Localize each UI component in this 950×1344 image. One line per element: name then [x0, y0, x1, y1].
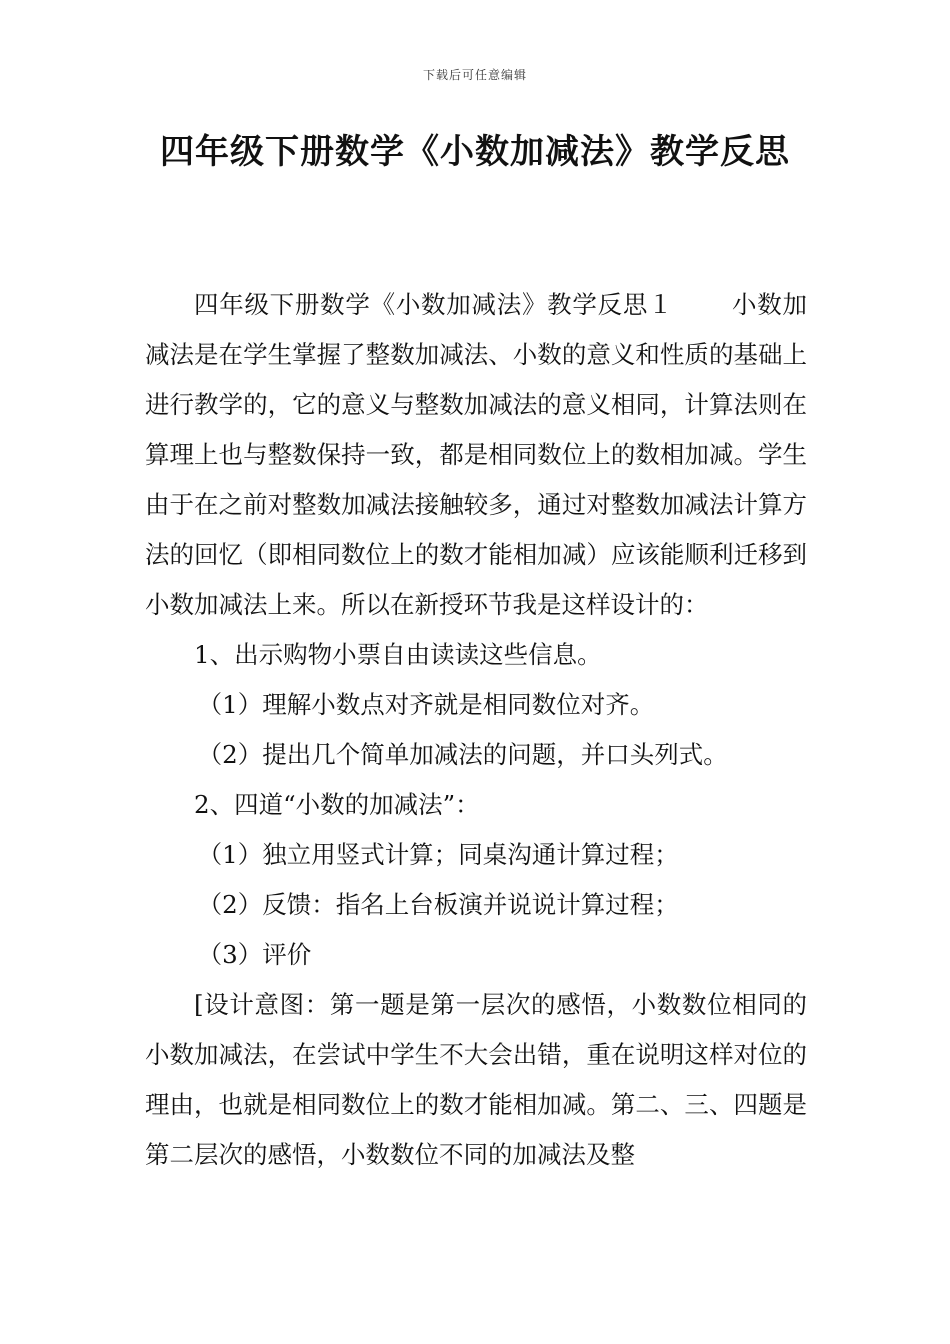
document-title: 四年级下册数学《小数加减法》教学反思 [160, 132, 790, 172]
step-2-item-1: （1）独立用竖式计算；同桌沟通计算过程； [197, 840, 679, 869]
document-body [145, 280, 807, 1180]
step-2-item-3: （3）评价 [197, 940, 312, 969]
section-heading: 四年级下册数学《小数加减法》教学反思１ [194, 290, 674, 319]
design-intent-paragraph: [设计意图：第一题是第一层次的感悟，小数数位相同的小数加减法，在尝试中学生不大会出错，重在说明这样对位的理由，也就是相同数位上的数才能相加减。第二、三、四题是第二层次的感悟，小数数位不同的加减法及整 [145, 990, 807, 1169]
header-note: 下载后可任意编辑 [422, 68, 527, 82]
step-2-item-2: （2）反馈：指名上台板演并说说计算过程； [197, 890, 679, 919]
step-1-item-1: （1）理解小数点对齐就是相同数位对齐。 [197, 690, 655, 719]
step-1-item-2: （2）提出几个简单加减法的问题，并口头列式。 [197, 740, 728, 769]
step-2: 2、四道“小数的加减法”： [194, 790, 480, 819]
intro-paragraph [145, 280, 807, 630]
step-1: 1、出示购物小票自由读读这些信息。 [194, 640, 602, 669]
paragraph-text: 小数加减法是在学生掌握了整数加减法、小数的意义和性质的基础上进行教学的，它的意义与整数加减法的意义相同，计算法则在算理上也与整数保持一致，都是相同数位上的数相加减。学生由于在之前对整数加减法接触较多，通过对整数加减法计算方法的回忆（即相同数位上的数才能相加减）应该能顺利迁移到小数加减法上来。所以在新授环节我是这样设计的： [145, 290, 808, 619]
